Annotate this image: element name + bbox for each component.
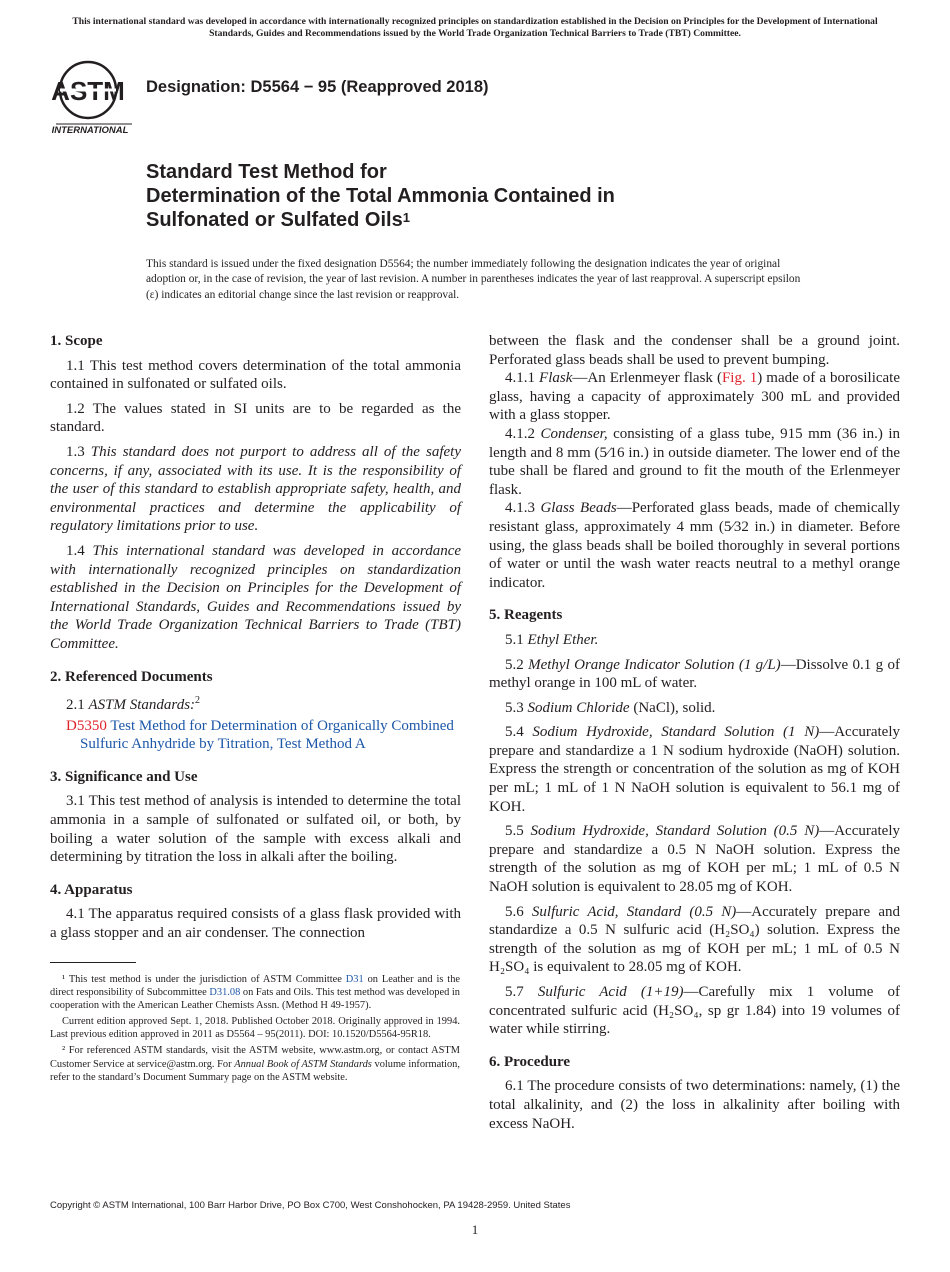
top-notice: This international standard was developed in accordance with internationally recognized principles on standardization established in the Decision on Principles for the Development of International Standards, Guides and Recommendations issued by the World Trade Organization Technical Barriers to Trade (TBT) Committee. <box>72 16 878 39</box>
footnote-2: ² For referenced ASTM standards, visit the ASTM website, www.astm.org, or contact ASTM Customer Service at service@astm.org. For Annual Book of ASTM Standards volume information, refer to the standard’s Document Summary page on the ASTM website. <box>50 1045 460 1083</box>
footnote-rule <box>50 962 136 963</box>
paragraph: 4.1.2 Condenser, consisting of a glass tube, 915 mm (36 in.) in length and 8 mm (5⁄16 in.) in outside diameter. The lower end of the tube shall be flared and ground to fit the mouth of the Erlenmeyer flask. <box>489 425 900 498</box>
footnotes <box>50 973 460 1087</box>
paragraph: 3.1 This test method of analysis is intended to determine the total ammonia in a sample of sulfonated or sulfated oil, or both, by boiling a water solution of the sample with excess alkali and determining by titration the loss in alkali after the boiling. <box>50 793 461 866</box>
section-heading: 4. Apparatus <box>50 881 133 898</box>
reference-title[interactable]: Test Method for Determination of Organically Combined Sulfuric Anhydride by Titration, Test Method A <box>80 717 454 753</box>
subcommittee-link[interactable]: D31.08 <box>209 987 241 999</box>
designation: Designation: D5564 − 95 (Reapproved 2018) <box>146 78 489 96</box>
paragraph: 4.1.3 Glass Beads—Perforated glass beads, made of chemically resistant glass, approximately 4 mm (5⁄32 in.) in diameter. Before using, the glass beads shall be boiled thoroughly in several portions of water or until the wash water reacts neutral to a methyl orange indicator. <box>489 500 900 591</box>
title-footnote-mark: 1 <box>402 210 410 225</box>
logo-subtext: INTERNATIONAL <box>52 125 129 134</box>
paragraph-continued: between the flask and the condenser shall be a ground joint. Perforated glass beads shall be used to prevent bumping. <box>489 333 900 368</box>
paragraph: 1.2 The values stated in SI units are to be regarded as the standard. <box>50 400 461 436</box>
paragraph: 1.1 This test method covers determination of the total ammonia contained in sulfonated or sulfated oils. <box>50 357 461 393</box>
preamble: This standard is issued under the fixed designation D5564; the number immediately following the designation indicates the year of original adoption or, in the case of revision, the year of last revision. A number in parentheses indicates the year of last reapproval. A superscript epsilon (ε) indicates an editorial change since the last revision or reapproval. <box>146 258 801 301</box>
footnote-1: ¹ This test method is under the jurisdiction of ASTM Committee D31 on Leather and is the direct responsibility of Subcommittee D31.08 on Fats and Oils. This test method was developed in cooperation with the American Leather Chemists Assn. (Method H 49-1957). <box>50 974 460 1012</box>
edition-note: Current edition approved Sept. 1, 2018. Published October 2018. Originally approved in 1994. Last previous edition approved in 2011 as D5564 – 95(2011). DOI: 10.1520/D5564-95R18. <box>50 1016 460 1041</box>
paragraph: 1.4 This international standard was developed in accordance with internationally recognized principles on standardization established in the Decision on Principles for the Development of International Standards, Guides and Recommendations issued by the World Trade Organization Technical Barriers to Trade (TBT) Committee. <box>50 542 462 652</box>
title-line-3: Sulfonated or Sulfated Oils$^1$ <box>146 209 410 231</box>
copyright: Copyright © ASTM International, 100 Barr Harbor Drive, PO Box C700, West Conshohocken, PA 19428-2959. United States <box>50 1200 571 1211</box>
paragraph: 4.1.1 Flask—An Erlenmeyer flask (Fig. 1) made of a borosilicate glass, having a capacity of approximately 300 mL and provided with a glass stopper. <box>489 370 901 424</box>
section-heading: 5. Reagents <box>489 607 563 624</box>
section-heading: 3. Significance and Use <box>50 768 198 785</box>
paragraph: 5.3 Sodium Chloride (NaCl), solid. <box>505 699 716 716</box>
paragraph: 1.3 This standard does not purport to address all of the safety concerns, if any, associated with its use. It is the responsibility of the user of this standard to establish appropriate safety, health, and environmental practices and determine the applicability of regulatory limitations prior to use. <box>50 443 461 535</box>
reference-link[interactable] <box>50 717 461 754</box>
logo-text: ASTM <box>52 76 125 106</box>
paragraph: 2.1 ASTM Standards:$^2$ <box>66 695 201 714</box>
title-line-1: Standard Test Method for <box>146 161 387 183</box>
figure-link[interactable]: Fig. 1 <box>721 370 758 387</box>
section-heading: 1. Scope <box>50 333 103 349</box>
section-heading: 2. Referenced Documents <box>50 668 213 685</box>
section-heading: 6. Procedure <box>489 1053 571 1070</box>
paragraph: 5.4 Sodium Hydroxide, Standard Solution (1 N)—Accurately prepare and standardize a 1 N sodium hydroxide (NaOH) solution. Express the strength or concentration of the solution as mg of KOH per mL; 1 mL of 1 N NaOH solution is equivalent to 56.1 mg of KOH. <box>489 724 901 815</box>
title-line-2: Determination of the Total Ammonia Contained in <box>146 185 615 207</box>
reference-code[interactable]: D5350 <box>66 717 107 734</box>
left-column <box>50 332 461 948</box>
page-number: 1 <box>471 1222 479 1237</box>
paragraph: 5.2 Methyl Orange Indicator Solution (1 g/L)—Dissolve 0.1 g of methyl orange in 100 mL of water. <box>489 656 900 692</box>
paragraph: 5.7 Sulfuric Acid (1+19)—Carefully mix 1 volume of concentrated sulfuric acid (H₂SO₄, sp gr 1.84) into 19 volumes of water while stirring. <box>489 984 901 1038</box>
paragraph: 4.1 The apparatus required consists of a glass flask provided with a glass stopper and an air condenser. The connection <box>50 906 461 942</box>
right-column <box>489 332 900 1139</box>
committee-link[interactable]: D31 <box>345 974 364 985</box>
document-title <box>146 160 846 232</box>
paragraph: 5.1 Ethyl Ether. <box>505 631 599 648</box>
astm-logo <box>52 56 136 134</box>
paragraph: 6.1 The procedure consists of two determinations: namely, (1) the total alkalinity, and (2) the loss in alkalinity after boiling with excess NaOH. <box>489 1078 900 1132</box>
paragraph: 5.6 Sulfuric Acid, Standard (0.5 N)—Accurately prepare and standardize a 0.5 N sulfuric acid (H₂SO₄) solution. Express the strength of the solution as mg of KOH per mL; 1 mL of 0.5 N H₂SO₄ is equivalent to 28.05 mg of KOH. <box>489 903 900 976</box>
paragraph: 5.5 Sodium Hydroxide, Standard Solution (0.5 N)—Accurately prepare and standardize a 0.5 N NaOH solution. Express the strength of the solution as mg of KOH per mL; 1 mL of 0.5 N NaOH solution is equivalent to 28.05 mg of KOH. <box>489 823 901 896</box>
